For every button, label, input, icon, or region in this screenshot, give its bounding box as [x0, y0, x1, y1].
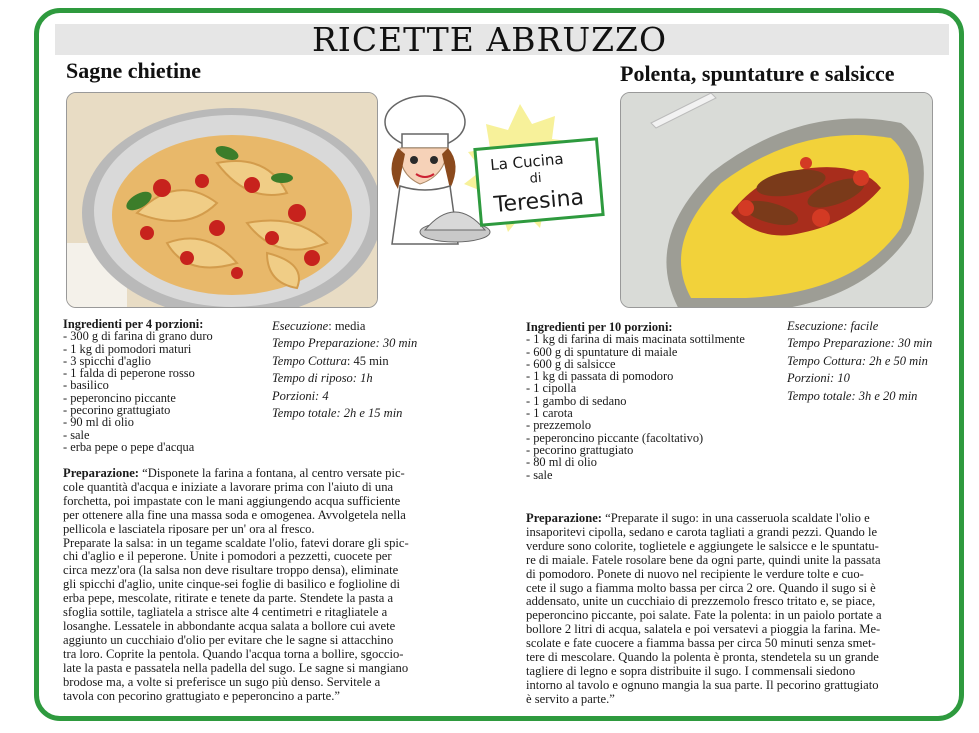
ingredients-heading: Ingredienti per 4 porzioni: [63, 317, 204, 331]
meta-row: Esecuzione: media [272, 319, 366, 333]
preparation-sagne [63, 467, 463, 703]
ingredients-list [63, 330, 273, 453]
ingredient-item: - 300 g di farina di grano duro [63, 329, 213, 344]
recipe-title-polenta: Polenta, spuntature e salsicce [620, 61, 895, 86]
meta-row: Esecuzione: facile [787, 319, 879, 333]
preparation-polenta [526, 512, 946, 707]
ingredients-heading: Ingredienti per 10 porzioni: [526, 320, 673, 334]
page-title: RICETTE ABRUZZO [311, 20, 668, 59]
ingredient-item: - pecorino grattugiato [63, 403, 171, 418]
sagne-photo [66, 92, 378, 308]
recipe-title-sagne: Sagne chietine [66, 58, 202, 83]
logo-line-1: La Cucina [489, 149, 565, 175]
ingredient-item: - 1 kg di pomodori maturi [63, 341, 192, 356]
recipe-info-sagne [272, 318, 417, 422]
prep-text: “Disponete la farina a fontana, al centro versate pic- cole quantità d'acqua e iniziate a lavorare prima con l'aiuto di una forchetta, poi impastate con le mani aggiungendo acqua sufficiente per ottenere alla fine una massa soda e omogenea. Avvolgetela nella pellicola e lasciatela riposare per un' ora al fresco. Preparate la salsa: in un tegame scaldate l'olio, fatevi dorare gli spic- chi d'aglio e il peperone. Unite i pomodori a pezzetti, cuocete per circa mezz'ora (la salsa non deve risultare troppo densa), eliminate gli spicchi d'aglio, unite cinque-sei foglie di basilico e foglioline di erba pepe, mescolate, ritirate e tenete da parte. Stendete la pasta a sfoglia sottile, tagliatela a strisce alte 4 centimetri e ritagliatele a losanghe. Lessatele in abbondante acqua salata a bollore cui avete aggiunto un cucchiaio d'olio per evitare che le sagne si attacchino tra loro. Coprite la pentola. Quando l'acqua torna a bollire, sgoccio- late la pasta e passatela nella padella del sugo. Le sagne si mangiano brodose ma, a volte si preferisce un sugo più denso. Servitele a tavola con pecorino grattugiato e peperoncino a parte.” [63, 466, 409, 703]
ingredient-item: - 600 g di salsicce [526, 356, 616, 371]
ingredient-item: - sale [63, 427, 90, 442]
ingredient-item: - peperoncino piccante [63, 390, 176, 405]
ingredient-item: - 1 gambo di sedano [526, 393, 627, 408]
meta-row: Tempo Cottura: 2h e 50 min [787, 353, 928, 368]
la-cucina-di-teresina-logo [380, 94, 610, 254]
ingredients-sagne [63, 318, 273, 453]
ingredients-polenta [526, 321, 786, 481]
meta-row: Porzioni: 10 [787, 371, 850, 386]
ingredients-list [526, 333, 786, 481]
meta-row: Tempo totale: 2h e 15 min [272, 406, 403, 421]
ingredient-item: - 1 kg di farina di mais macinata sottilmente [526, 332, 745, 347]
ingredient-item: - 80 ml di olio [526, 455, 597, 470]
polenta-photo [620, 92, 933, 308]
ingredient-item: - 1 falda di peperone rosso [63, 366, 195, 381]
ingredient-item: - 1 carota [526, 406, 573, 421]
meta-row: Tempo Preparazione: 30 min [272, 336, 418, 351]
logo-line-3: Teresina [492, 185, 585, 218]
meta-row: Tempo Cottura: 45 min [272, 353, 389, 368]
ingredient-item: - 3 spicchi d'aglio [63, 353, 151, 368]
prep-text: “Preparate il sugo: in una casseruola scaldate l'olio e insaporitevi cipolla, sedano e carota tagliati a grandi pezzi. Quando le verdure sono colorite, toglietele e aggiungete le salsicce e le spuntatu- re di maiale. Fatele rosolare bene da ogni parte, quindi unite la passata di pomodoro. Ponete di nuovo nel recipiente le verdure tolte e cuo- cete il sugo a fiamma molto bassa per circa 2 ore. Quando il sugo si è addensato, unite un cucchiaio di prezzemolo fresco tritato e, se piace, peperoncino piccante, poi salate. Fate la polenta: in un paiolo portate a bollore 2 litri di acqua, salatela e poi versatevi a pioggia la farina. Me- scolate e fate cuocere a fiamma bassa per circa 50 minuti senza smet- tere di mescolare. Quando la polenta è pronta, stendetela su un grande tagliere di legno e sopra distribuite il sugo. I commensali siedono intorno al tavolo e ognuno mangia la sua parte. Il pecorino grattugiato è servito a parte.” [526, 511, 882, 706]
ingredient-item: - 1 cipolla [526, 381, 577, 396]
recipe-info-polenta [787, 318, 932, 405]
meta-row: Tempo totale: 3h e 20 min [787, 388, 918, 403]
ingredient-item: - 90 ml di olio [63, 415, 134, 430]
ingredient-item: - 600 g di spuntature di maiale [526, 344, 678, 359]
meta-row: Tempo di riposo: 1h [272, 371, 373, 386]
prep-heading: Preparazione: [63, 466, 140, 480]
meta-row: Tempo Preparazione: 30 min [787, 336, 933, 351]
prep-heading: Preparazione: [526, 511, 603, 525]
logo-line-2: di [529, 170, 543, 187]
ingredient-item: - peperoncino piccante (facoltativo) [526, 430, 704, 445]
meta-row: Porzioni: 4 [272, 388, 329, 403]
ingredient-item: - sale [526, 467, 553, 482]
ingredient-item: - prezzemolo [526, 418, 592, 433]
ingredient-item: - basilico [63, 378, 109, 393]
ingredient-item: - erba pepe o pepe d'acqua [63, 439, 195, 454]
ingredient-item: - pecorino grattugiato [526, 442, 634, 457]
ingredient-item: - 1 kg di passata di pomodoro [526, 369, 674, 384]
